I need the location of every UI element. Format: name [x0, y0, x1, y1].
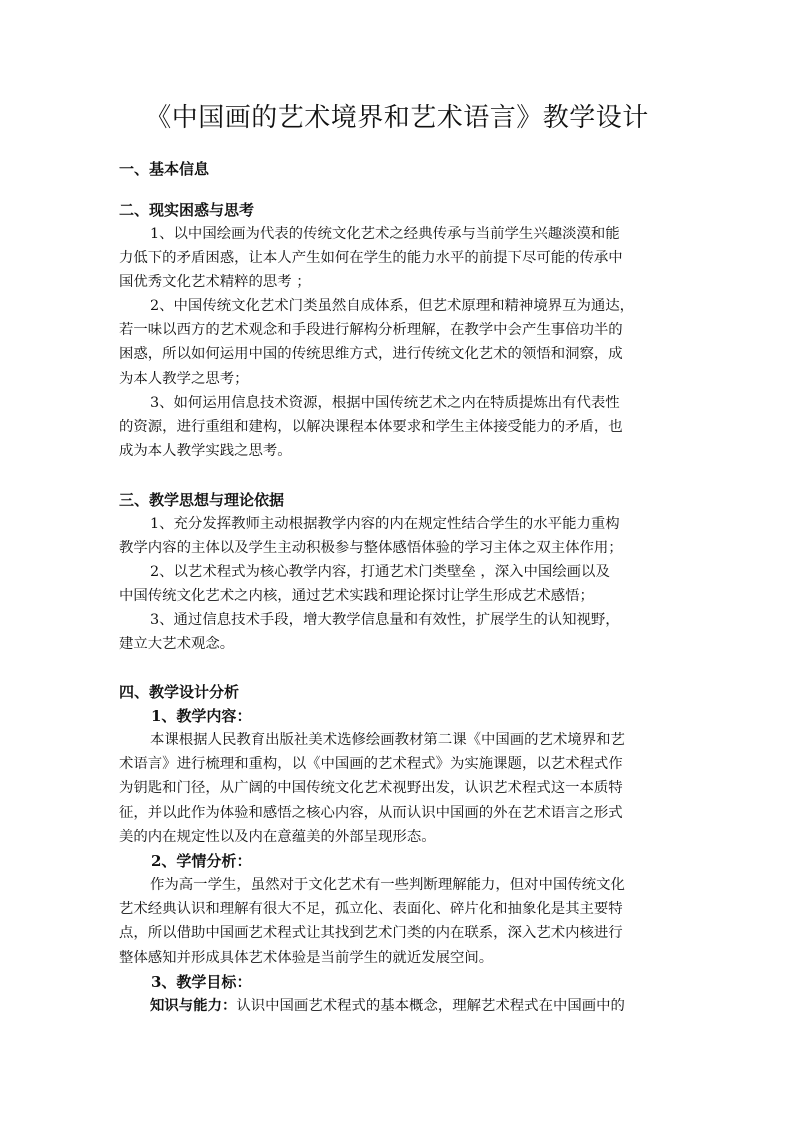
text-line: 本课根据人民教育出版社美术选修绘画教材第二课《中国画的艺术境界和艺 [150, 732, 625, 748]
section-2-heading: 二、现实困惑与思考 [119, 201, 255, 219]
text-line: 教学内容的主体以及学生主动积极参与整体感悟体验的学习主体之双主体作用； [119, 540, 623, 557]
teaching-content-heading: 1、教学内容： [151, 707, 252, 725]
section-3-paragraph-2 [119, 560, 679, 608]
document-title: 《中国画的艺术境界和艺术语言》教学设计 [145, 103, 649, 133]
text-line: 为钥匙和门径，从广阔的中国传统文化艺术视野出发，认识艺术程式这一本质特 [119, 780, 623, 797]
text-line: 若一味以西方的艺术观念和手段进行解构分析理解，在教学中会产生事倍功半的 [119, 322, 623, 339]
student-analysis-paragraph [119, 873, 679, 970]
section-3-paragraph-1 [119, 512, 679, 560]
section-2-paragraph-3 [119, 391, 679, 464]
text-line: 整体感知并形成具体艺术体验是当前学生的就近发展空间。 [119, 949, 494, 966]
section-2-paragraph-2 [119, 294, 679, 391]
text-line: 征，并以此作为体验和感悟之核心内容，从而认识中国画的外在艺术语言之形式 [119, 804, 623, 821]
teaching-goals-heading: 3、教学目标： [151, 973, 252, 991]
text-line: 为本人教学之思考； [119, 370, 249, 387]
text-line: 中国传统文化艺术之内核，通过艺术实践和理论探讨让学生形成艺术感悟； [119, 588, 594, 605]
text-line: 建立大艺术观念。 [119, 636, 235, 653]
text-line: 国优秀文化艺术精粹的思考 ； [119, 274, 311, 291]
section-4-heading: 四、教学设计分析 [119, 683, 240, 701]
text-line: 力低下的矛盾困惑，让本人产生如何在学生的能力水平的前提下尽可能的传承中 [119, 250, 623, 267]
knowledge-ability-text: 认识中国画艺术程式的基本概念，理解艺术程式在中国画中的 [236, 998, 625, 1014]
text-line: 1、以中国绘画为代表的传统文化艺术之经典传承与当前学生兴趣淡漠和能 [150, 226, 620, 242]
section-3-heading: 三、教学思想与理论依据 [119, 491, 285, 509]
section-3-paragraph-3 [119, 608, 679, 656]
text-line: 成为本人教学实践之思考。 [119, 443, 292, 460]
student-analysis-heading: 2、学情分析： [151, 852, 252, 870]
text-line: 2、以艺术程式为核心教学内容，打通艺术门类壁垒 ，深入中国绘画以及 [150, 564, 610, 580]
section-1-heading: 一、基本信息 [119, 160, 210, 178]
teaching-goals-paragraph [119, 994, 679, 1018]
section-2-paragraph-1 [119, 222, 679, 295]
text-line: 艺术经典认识和理解有很大不足，孤立化、表面化、碎片化和抽象化是其主要特 [119, 901, 623, 918]
text-line: 美的内在规定性以及内在意蕴美的外部呈现形态。 [119, 828, 436, 845]
text-line: 3、通过信息技术手段，增大教学信息量和有效性，扩展学生的认知视野， [150, 612, 620, 628]
teaching-content-paragraph [119, 728, 679, 849]
text-line: 的资源，进行重组和建构，以解决课程本体要求和学生主体接受能力的矛盾，也 [119, 419, 623, 436]
knowledge-ability-label: 知识与能力： [150, 997, 237, 1014]
text-line: 2、中国传统文化艺术门类虽然自成体系，但艺术原理和精神境界互为通达， [150, 298, 635, 314]
text-line: 1、充分发挥教师主动根据教学内容的内在规定性结合学生的水平能力重构 [150, 516, 620, 532]
text-line: 3、如何运用信息技术资源，根据中国传统艺术之内在特质提炼出有代表性 [150, 395, 620, 411]
text-line: 点，所以借助中国画艺术程式让其找到艺术门类的内在联系，深入艺术内核进行 [119, 925, 623, 942]
text-line: 困惑，所以如何运用中国的传统思维方式，进行传统文化艺术的领悟和洞察，成 [119, 346, 623, 363]
text-line: 作为高一学生，虽然对于文化艺术有一些判断理解能力，但对中国传统文化 [150, 877, 625, 893]
text-line [119, 994, 679, 1018]
text-line: 术语言》进行梳理和重构，以《中国画的艺术程式》为实施课题，以艺术程式作 [119, 756, 623, 773]
